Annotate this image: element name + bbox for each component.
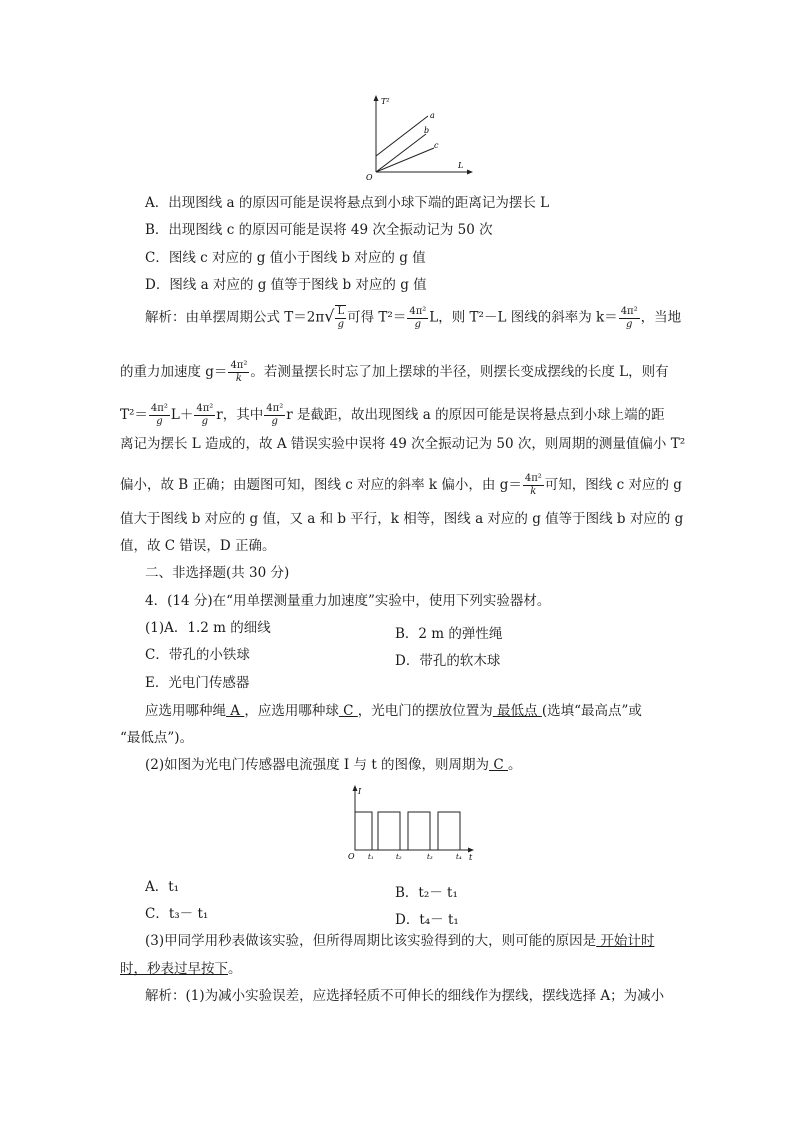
y-axis-label: I bbox=[358, 787, 362, 796]
q4-p3-b: 。 bbox=[228, 961, 242, 977]
tick-t2: t₂ bbox=[396, 853, 402, 861]
frac-l3-1: $\frac{\text{4π²}}{g}$ bbox=[150, 403, 168, 427]
origin-label: O bbox=[348, 852, 355, 861]
analysis1-line1-b: 可得 T²＝ bbox=[347, 309, 407, 326]
q4-title: 4．(14 分)在“用单摆测量重力加速度”实验中，使用下列实验器材。 bbox=[145, 593, 551, 609]
line-b-label: b bbox=[424, 126, 430, 135]
line-a bbox=[376, 116, 428, 156]
analysis1-line5-b: 可知，图线 c 对应的 g bbox=[544, 477, 682, 493]
frac-4pi-k: $\frac{\text{4π²}}{k}$ bbox=[230, 360, 248, 384]
pulse-4 bbox=[438, 812, 460, 850]
analysis1-line5 bbox=[120, 473, 682, 498]
x-axis-label: L bbox=[458, 161, 464, 170]
answer-position: 最低点 bbox=[492, 703, 542, 719]
line-c-label: c bbox=[434, 141, 439, 150]
q4-p2-a: (2)如图为光电门传感器电流强度 I 与 t 的图像，则周期为 bbox=[145, 757, 490, 773]
q4-p1-q-e: “最低点”)。 bbox=[120, 730, 194, 746]
frac-4pi-g-2: $\frac{\text{4π²}}{g}$ bbox=[620, 305, 638, 330]
q4-p3 bbox=[145, 935, 654, 949]
x-axis-label: t bbox=[469, 853, 473, 862]
option-c: C．图线 c 对应的 g 值小于图线 b 对应的 g 值 bbox=[145, 250, 426, 266]
answer-rope: A bbox=[226, 703, 245, 719]
frac-l3-2: $\frac{\text{4π²}}{g}$ bbox=[196, 403, 214, 427]
frac-l5: $\frac{\text{4π²}}{k}$ bbox=[524, 473, 542, 497]
frac-l3-3: $\frac{\text{4π²}}{g}$ bbox=[266, 403, 284, 427]
section2-heading: 二、非选择题(共 30 分) bbox=[145, 565, 290, 581]
line-c bbox=[376, 148, 434, 172]
analysis1-line7: 值，故 C 错误，D 正确。 bbox=[120, 538, 276, 554]
q4-analysis: 解析：(1)为减小实验误差，应选择轻质不可伸长的细线作为摆线，摆线选择 A；为减小 bbox=[145, 988, 665, 1004]
analysis1-line1-c: L，则 T²－L 图线的斜率为 k＝ bbox=[429, 309, 618, 326]
q4-p1-q-b: ，应选用哪种球 bbox=[244, 703, 339, 719]
q4-p1-q-d: (选填“最高点”或 bbox=[541, 703, 642, 719]
q4-opt-a: A．t₁ bbox=[145, 879, 180, 895]
q4-opt-c: C．t₃－ t₁ bbox=[145, 906, 209, 922]
analysis1-line2 bbox=[120, 360, 669, 385]
answer-period: C bbox=[489, 757, 508, 773]
q4-p1-b: B．2 m 的弹性绳 bbox=[395, 626, 503, 642]
q4-p1-q-a: 应选用哪种绳 bbox=[145, 703, 226, 719]
q4-opt-b: B．t₂－ t₁ bbox=[395, 885, 458, 901]
q4-p1-question bbox=[145, 705, 642, 719]
analysis1-line2-b: 。若测量摆长时忘了加上摆球的半径，则摆长变成摆线的长度 L，则有 bbox=[250, 364, 669, 380]
tick-t3: t₃ bbox=[427, 853, 433, 861]
pulse-3 bbox=[408, 812, 430, 850]
analysis1-line3-d: r 是截距，故出现图线 a 的原因可能是误将悬点到小球上端的距 bbox=[286, 407, 665, 423]
q4-p1-d: D．带孔的软木球 bbox=[395, 653, 501, 669]
y-axis-arrow bbox=[374, 95, 379, 101]
q4-p1-e: E．光电门传感器 bbox=[145, 675, 250, 691]
answer-reason-1: 开始计时 bbox=[596, 933, 655, 949]
x-axis-arrow bbox=[467, 170, 473, 175]
q4-p1-c: C．带孔的小铁球 bbox=[145, 647, 250, 663]
line-b bbox=[376, 134, 426, 172]
tick-t4: t₄ bbox=[456, 853, 462, 861]
line-a-label: a bbox=[430, 111, 435, 120]
tick-t1: t₁ bbox=[368, 853, 374, 861]
analysis1-line4: 离记为摆长 L 造成的，故 A 错误实验中误将 49 次全振动记为 50 次，则周期的测量值偏小 T² bbox=[120, 436, 686, 452]
pulse-2 bbox=[378, 812, 400, 850]
y-axis-label: T² bbox=[381, 97, 390, 106]
x-axis-arrow bbox=[468, 848, 474, 853]
q4-p3-cont bbox=[120, 963, 242, 977]
analysis1-line3 bbox=[120, 403, 665, 428]
pulse-1 bbox=[355, 812, 372, 850]
analysis1-line1-a: 解析：由单摆周期公式 T＝2π bbox=[145, 309, 325, 326]
answer-reason-2: 时，秒表过早按下 bbox=[120, 961, 228, 977]
analysis1-line5-a: 偏小，故 B 正确；由题图可知，图线 c 对应的斜率 k 偏小，由 g＝ bbox=[120, 477, 522, 493]
q4-p3-a: (3)甲同学用秒表做该实验，但所得周期比该实验得到的大，则可能的原因是 bbox=[145, 933, 597, 949]
analysis1-line3-a: T²＝ bbox=[120, 407, 148, 423]
answer-ball: C bbox=[338, 703, 358, 719]
analysis1-line1-d: ，当地 bbox=[640, 309, 682, 326]
option-d: D．图线 a 对应的 g 值等于图线 b 对应的 g 值 bbox=[145, 277, 427, 293]
option-a: A．出现图线 a 的原因可能是误将悬点到小球下端的距离记为摆长 L bbox=[145, 195, 550, 211]
y-axis-arrow bbox=[353, 785, 358, 791]
sqrt-den: g bbox=[337, 319, 344, 330]
q4-p2-b: 。 bbox=[507, 757, 522, 773]
analysis1-line3-b: L＋ bbox=[170, 407, 194, 423]
q4-opt-d: D．t₄－ t₁ bbox=[395, 912, 459, 928]
analysis1-line1 bbox=[145, 305, 681, 331]
analysis1-line2-a: 的重力加速度 g＝ bbox=[120, 364, 228, 380]
i-t-graph bbox=[345, 782, 480, 864]
option-b: B．出现图线 c 的原因可能是误将 49 次全振动记为 50 次 bbox=[145, 222, 493, 238]
t2-l-graph bbox=[362, 92, 482, 182]
sqrt-num: L bbox=[337, 306, 345, 317]
analysis1-line3-c: r，其中 bbox=[216, 407, 264, 423]
analysis1-line6: 值大于图线 b 对应的 g 值，又 a 和 b 平行，k 相等，图线 a 对应的 g 值等于图线 b 对应的 g bbox=[120, 511, 684, 527]
sqrt-l-over-g: √ $\frac{L}{g}$ bbox=[324, 306, 345, 330]
frac-4pi-g: $\frac{\text{4π²}}{g}$ bbox=[409, 305, 427, 330]
q4-p1-a: (1)A．1.2 m 的细线 bbox=[145, 620, 271, 636]
q4-p1-q-c: ，光电门的摆放位置为 bbox=[357, 703, 493, 719]
q4-p2 bbox=[145, 759, 521, 773]
origin-label: O bbox=[366, 173, 373, 182]
